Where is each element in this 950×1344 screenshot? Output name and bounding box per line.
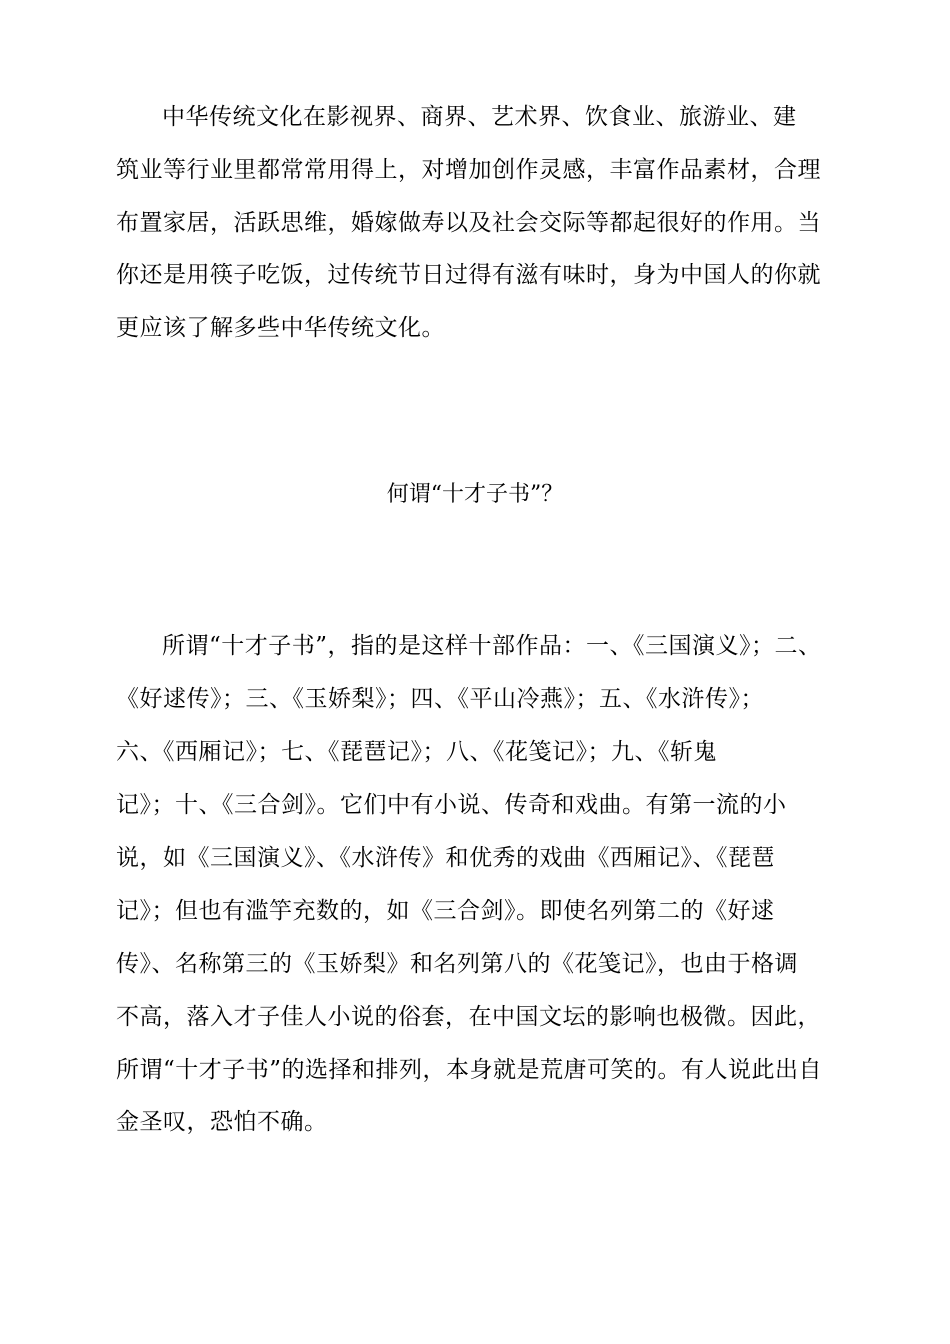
body-line: 说，如《三国演义》、《水浒传》和优秀的戏曲《西厢记》、《琵琶 bbox=[116, 845, 775, 871]
intro-line: 中华传统文化在影视界、商界、艺术界、饮食业、旅游业、建 bbox=[162, 104, 797, 130]
intro-line: 你还是用筷子吃饭，过传统节日过得有滋有味时，身为中国人的你就 bbox=[116, 262, 821, 288]
body-line: 不高，落入才子佳人小说的俗套，在中国文坛的影响也极微。因此， bbox=[116, 1004, 821, 1030]
body-line: 金圣叹，恐怕不确。 bbox=[116, 1109, 328, 1135]
section-heading: 何谓“十才子书”？ bbox=[386, 482, 564, 507]
body-line: 《好逑传》；三、《玉娇梨》；四、《平山冷燕》；五、《水浒传》； bbox=[116, 686, 764, 712]
body-line: 所谓“十才子书”，指的是这样十部作品：一、《三国演义》；二、 bbox=[162, 633, 822, 659]
intro-line: 筑业等行业里都常常用得上，对增加创作灵感，丰富作品素材，合理 bbox=[116, 157, 821, 183]
body-line: 所谓“十才子书”的选择和排列，本身就是荒唐可笑的。有人说此出自 bbox=[116, 1057, 823, 1083]
intro-line: 更应该了解多些中华传统文化。 bbox=[116, 315, 445, 341]
body-line: 记》；但也有滥竽充数的，如《三合剑》。即使名列第二的《好逑 bbox=[116, 898, 775, 924]
body-line: 传》、名称第三的《玉娇梨》和名列第八的《花笺记》，也由于格调 bbox=[116, 951, 798, 977]
intro-line: 布置家居，活跃思维，婚嫁做寿以及社会交际等都起很好的作用。当 bbox=[116, 210, 821, 236]
body-line: 六、《西厢记》；七、《琵琶记》；八、《花笺记》；九、《斩鬼 bbox=[116, 739, 717, 765]
body-line: 记》；十、《三合剑》。它们中有小说、传奇和戏曲。有第一流的小 bbox=[116, 792, 787, 818]
